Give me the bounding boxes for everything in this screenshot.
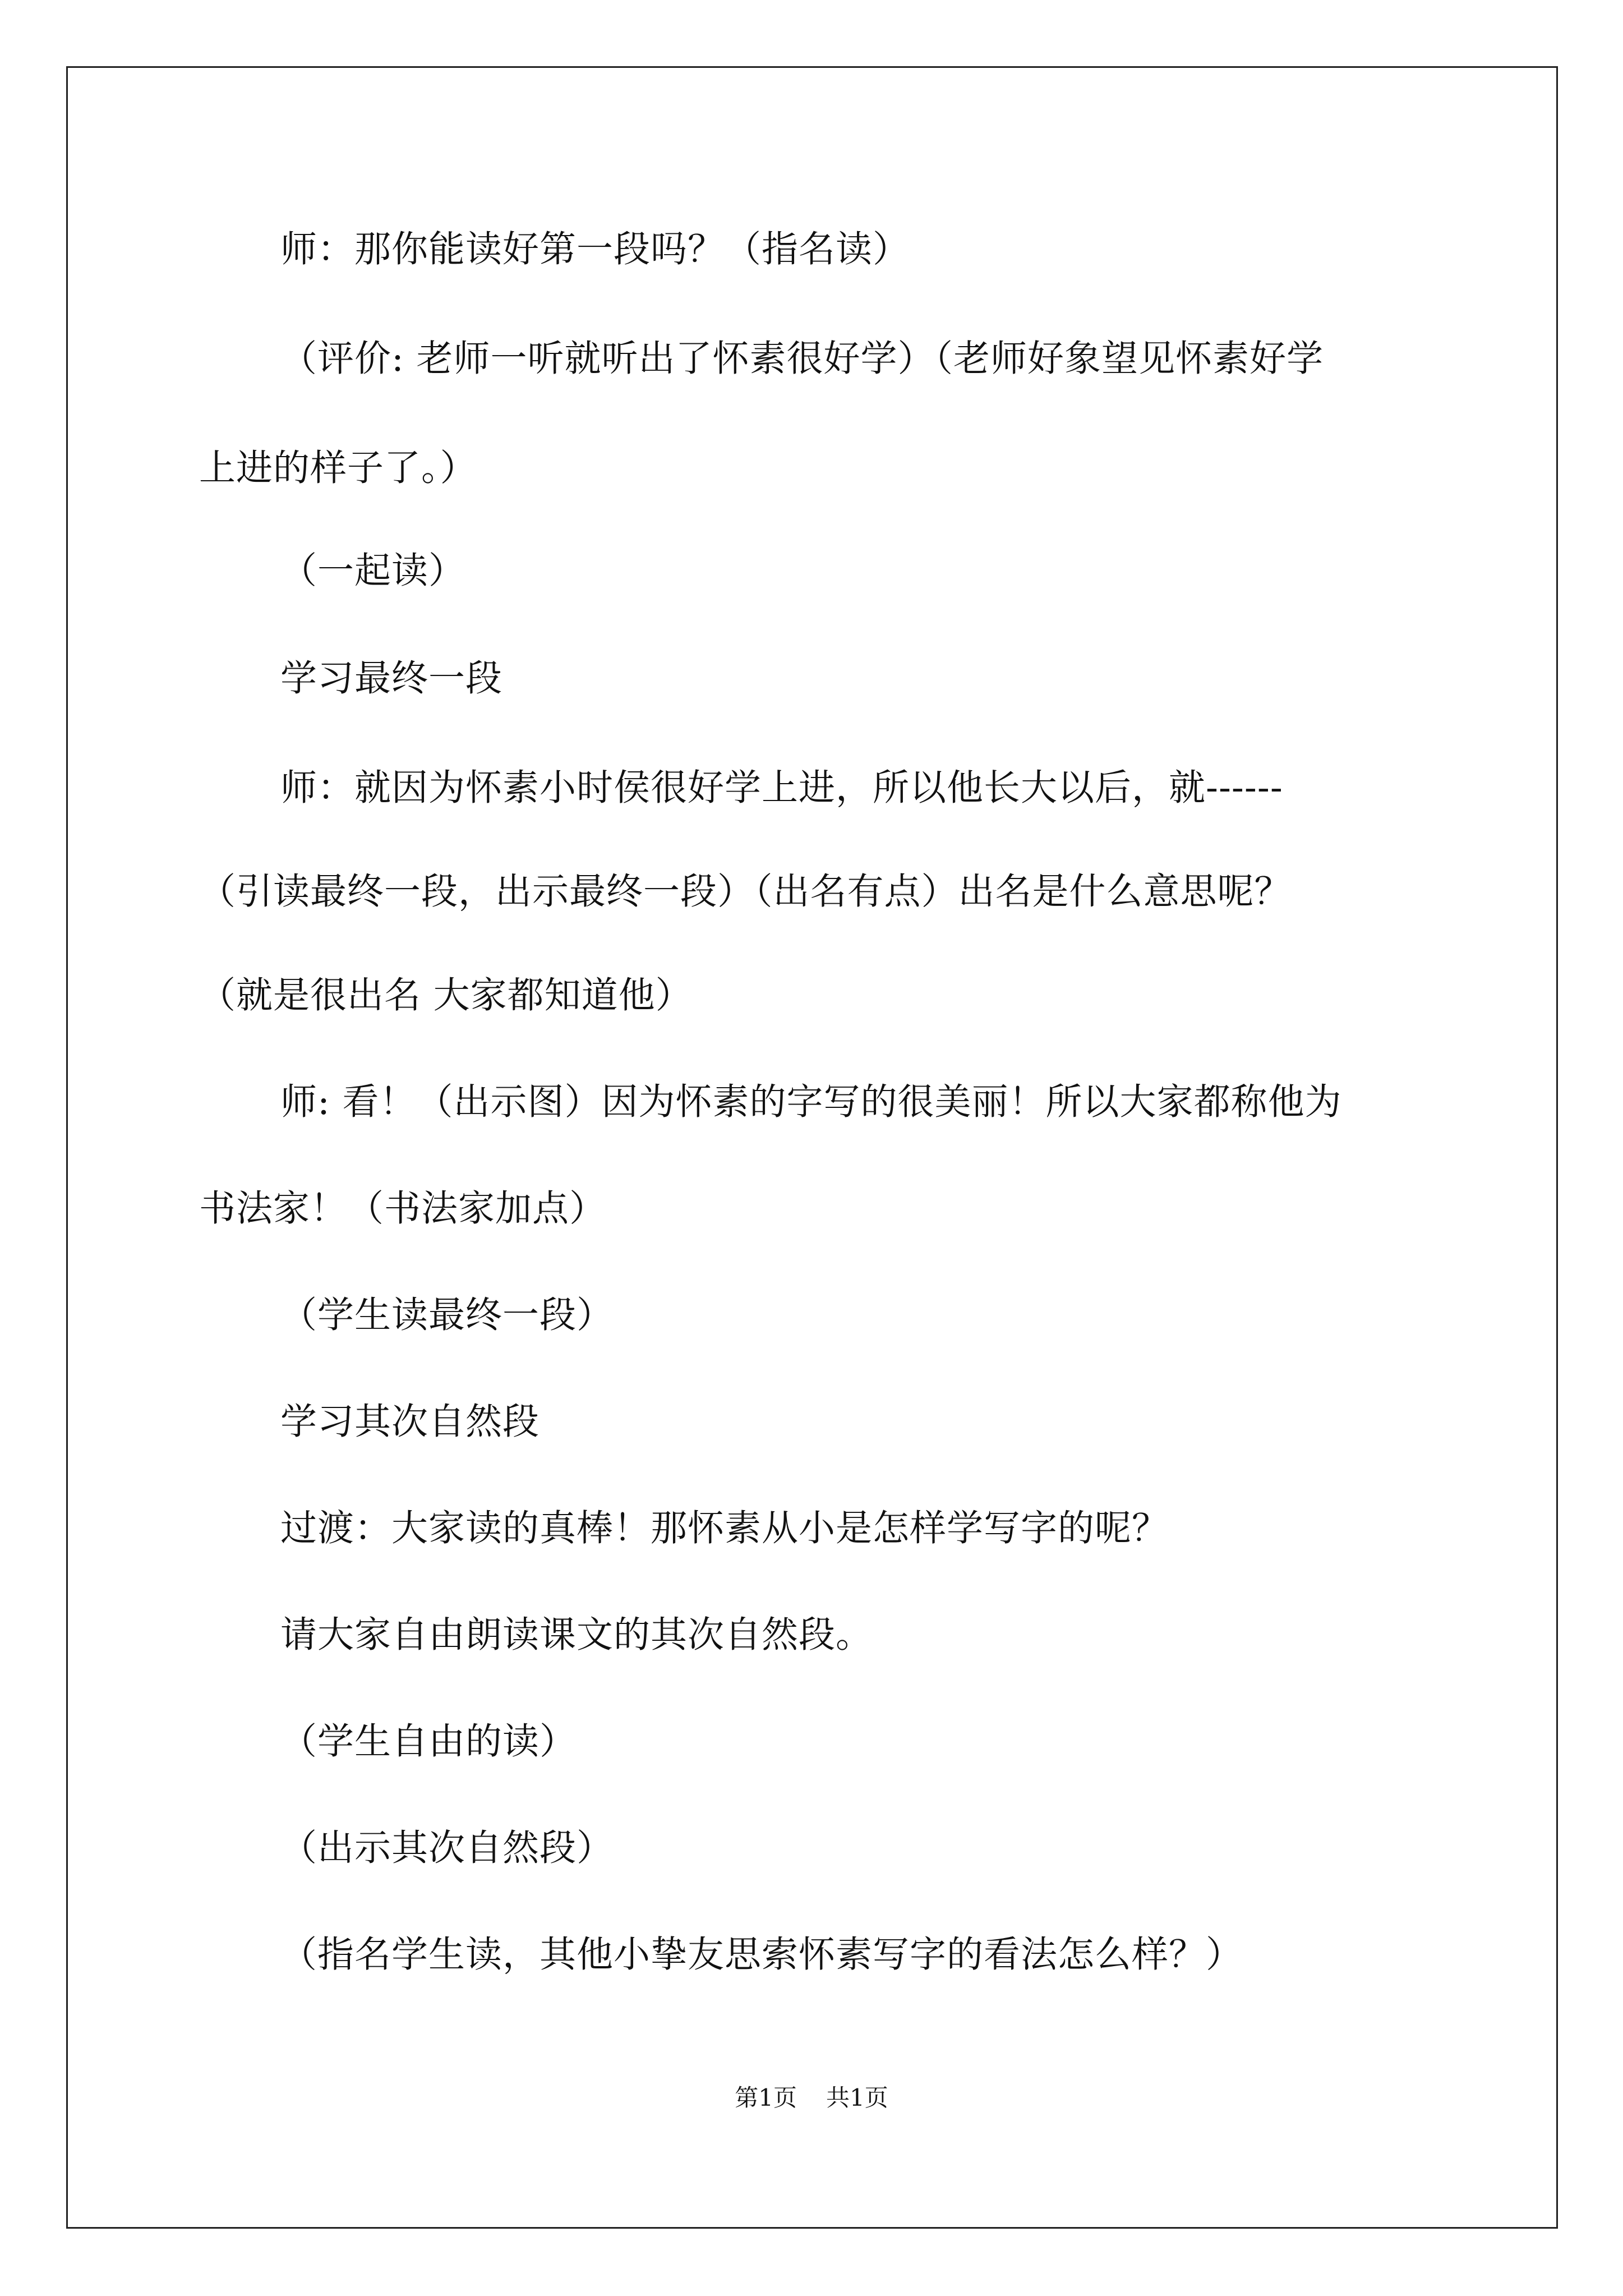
text-line: （就是很出名 大家都知道他）: [199, 974, 693, 1016]
text-line: （出示其次自然段）: [280, 1827, 614, 1869]
text-line: （学生自由的读）: [280, 1720, 577, 1763]
text-line: 师：就因为怀素小时侯很好学上进，所以他长大以后，就------: [280, 767, 1283, 809]
text-line: 请大家自由朗读课文的其次自然段。: [280, 1614, 873, 1656]
page-total: 共1页: [826, 2084, 888, 2111]
text-line: 学习其次自然段: [280, 1401, 540, 1443]
text-line: （一起读）: [280, 550, 466, 592]
page-border: [66, 66, 1558, 2229]
text-line: 上进的样子了。）: [199, 447, 477, 489]
text-line: 师：那你能读好第一段吗？（指名读）: [280, 228, 910, 270]
text-line: （引读最终一段，出示最终一段）（出名有点）出名是什么意思呢？: [199, 871, 1292, 913]
text-line: 师: 看！（出示图）因为怀素的字写的很美丽！所以大家都称他为: [280, 1081, 1342, 1123]
text-line: 过渡：大家读的真棒！那怀素从小是怎样学写字的呢？: [280, 1507, 1169, 1549]
text-line: （指名学生读，其他小挚友思索怀素写字的看法怎么样？）: [280, 1934, 1243, 1976]
page-number: 第1页: [735, 2084, 797, 2111]
text-line: 书法家！（书法家加点）: [199, 1188, 607, 1230]
text-line: （评价: 老师一听就听出了怀素很好学）（老师好象望见怀素好学: [280, 338, 1324, 380]
page-footer: [0, 2082, 1623, 2114]
text-line: 学习最终一段: [280, 657, 503, 700]
text-line: （学生读最终一段）: [280, 1294, 614, 1336]
